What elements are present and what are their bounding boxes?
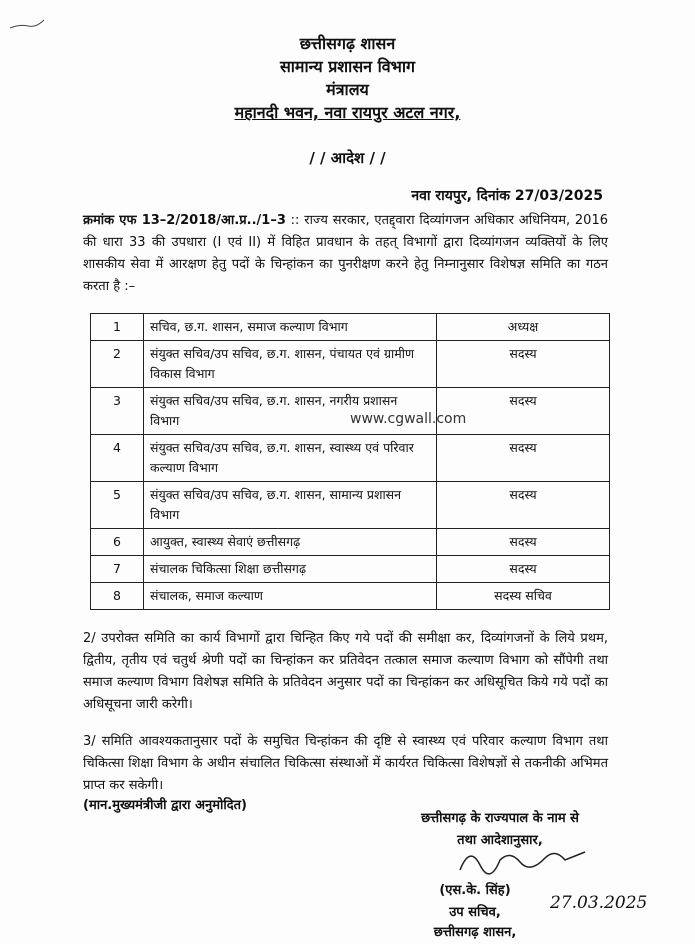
sign-line-2: तथा आदेशानुसार, — [457, 833, 543, 848]
order-title: / / आदेश / / — [309, 149, 386, 167]
member-role: सदस्य — [437, 341, 610, 388]
table-row — [91, 556, 610, 583]
watermark-text: www.cgwall.com — [350, 411, 467, 427]
member-description: संचालक, समाज कल्याण — [144, 583, 437, 610]
state-govt: छत्तीसगढ़ शासन — [299, 34, 396, 53]
intro-text: :: राज्य सरकार, एतद्द्वारा दिव्यांगजन अधिकार अधिनियम, 2016 की धारा 33 की उपधारा (I एवं II) में विहित प्रावधान के तहत् विभागों द्वारा दिव्यांगजन व्यक्तियों के लिए शासकीय सेवा में आरक्षण हेतु पदों के चिन्हांकन का पुनरीक्षण करने हेतु निम्नानुसार विशेषज्ञ समिति का गठन करता है :– — [83, 213, 608, 294]
member-role: सदस्य — [437, 556, 610, 583]
row-number: 1 — [91, 314, 144, 341]
reference-number: क्रमांक एफ 13–2/2018/आ.प्र../1–3 — [83, 213, 286, 228]
row-number: 4 — [91, 435, 144, 482]
row-number: 3 — [91, 388, 144, 435]
row-number: 5 — [91, 482, 144, 529]
member-description: आयुक्त, स्वास्थ्य सेवाएं छत्तीसगढ़ — [144, 529, 437, 556]
approval-note: (मान.मुख्यमंत्रीजी द्वारा अनुमोदित) — [83, 798, 247, 813]
member-description: संयुक्त सचिव/उप सचिव, छ.ग. शासन, पंचायत एवं ग्रामीण विकास विभाग — [144, 341, 437, 388]
member-role: अध्यक्ष — [437, 314, 610, 341]
member-role: सदस्य सचिव — [437, 583, 610, 610]
ministry: मंत्रालय — [326, 80, 369, 99]
row-number: 2 — [91, 341, 144, 388]
row-number: 8 — [91, 583, 144, 610]
member-description: संयुक्त सचिव/उप सचिव, छ.ग. शासन, स्वास्थ्य एवं परिवार कल्याण विभाग — [144, 435, 437, 482]
row-number: 7 — [91, 556, 144, 583]
handwritten-date: 27.03.2025 — [550, 893, 648, 913]
department: सामान्य प्रशासन विभाग — [279, 57, 416, 76]
member-description: संचालक चिकित्सा शिक्षा छत्तीसगढ़ — [144, 556, 437, 583]
member-role: सदस्य — [437, 529, 610, 556]
table-row — [91, 482, 610, 529]
signatory-name: (एस.के. सिंह) — [439, 883, 511, 898]
member-role: सदस्य — [437, 435, 610, 482]
sign-line-1: छत्तीसगढ़ के राज्यपाल के नाम से — [421, 811, 579, 826]
letterhead — [0, 32, 695, 124]
member-role: सदस्य — [437, 388, 610, 435]
member-role: सदस्य — [437, 482, 610, 529]
member-description: सचिव, छ.ग. शासन, समाज कल्याण विभाग — [144, 314, 437, 341]
corner-scribble — [8, 14, 48, 34]
signatory-govt: छत्तीसगढ़ शासन, — [433, 925, 517, 940]
date-line: नवा रायपुर, दिनांक 27/03/2025 — [411, 188, 603, 204]
address: महानदी भवन, नवा रायपुर अटल नगर, — [234, 103, 461, 122]
table-row — [91, 314, 610, 341]
table-row — [91, 341, 610, 388]
intro-paragraph — [83, 210, 608, 298]
member-description: संयुक्त सचिव/उप सचिव, छ.ग. शासन, सामान्य प्रशासन विभाग — [144, 482, 437, 529]
signature-icon — [455, 840, 595, 880]
paragraph-3: 3/ समिति आवश्यकतानुसार पदों के समुचित चिन्हांकन की दृष्टि से स्वास्थ्य एवं परिवार कल्याण विभाग तथा चिकित्सा शिक्षा विभाग के अधीन संचालित चिकित्सा संस्थाओं में कार्यरत चिकित्सा विशेषज्ञों से तकनीकी अभिमत प्राप्त कर सकेगी। — [83, 734, 608, 793]
member-description: संयुक्त सचिव/उप सचिव, छ.ग. शासन, नगरीय प्रशासन विभाग — [144, 388, 437, 435]
committee-table — [90, 313, 610, 610]
signatory-designation: उप सचिव, — [449, 905, 501, 920]
paragraph-2: 2/ उपरोक्त समिति का कार्य विभागों द्वारा चिन्हित किए गये पदों की समीक्षा कर, दिव्यांगजनों के लिये प्रथम, द्वितीय, तृतीय एवं चतुर्थ श्रेणी पदों का चिन्हांकन कर प्रतिवेदन तत्काल समाज कल्याण विभाग को सौंपेगी तथा समाज कल्याण विभाग विशेषज्ञ समिति के प्रतिवेदन अनुसार पदों का चिन्हांकन कर अधिसूचित किये गये पदों का अधिसूचना जारी करेगी। — [83, 631, 608, 712]
row-number: 6 — [91, 529, 144, 556]
table-row — [91, 583, 610, 610]
table-row — [91, 435, 610, 482]
table-row — [91, 529, 610, 556]
